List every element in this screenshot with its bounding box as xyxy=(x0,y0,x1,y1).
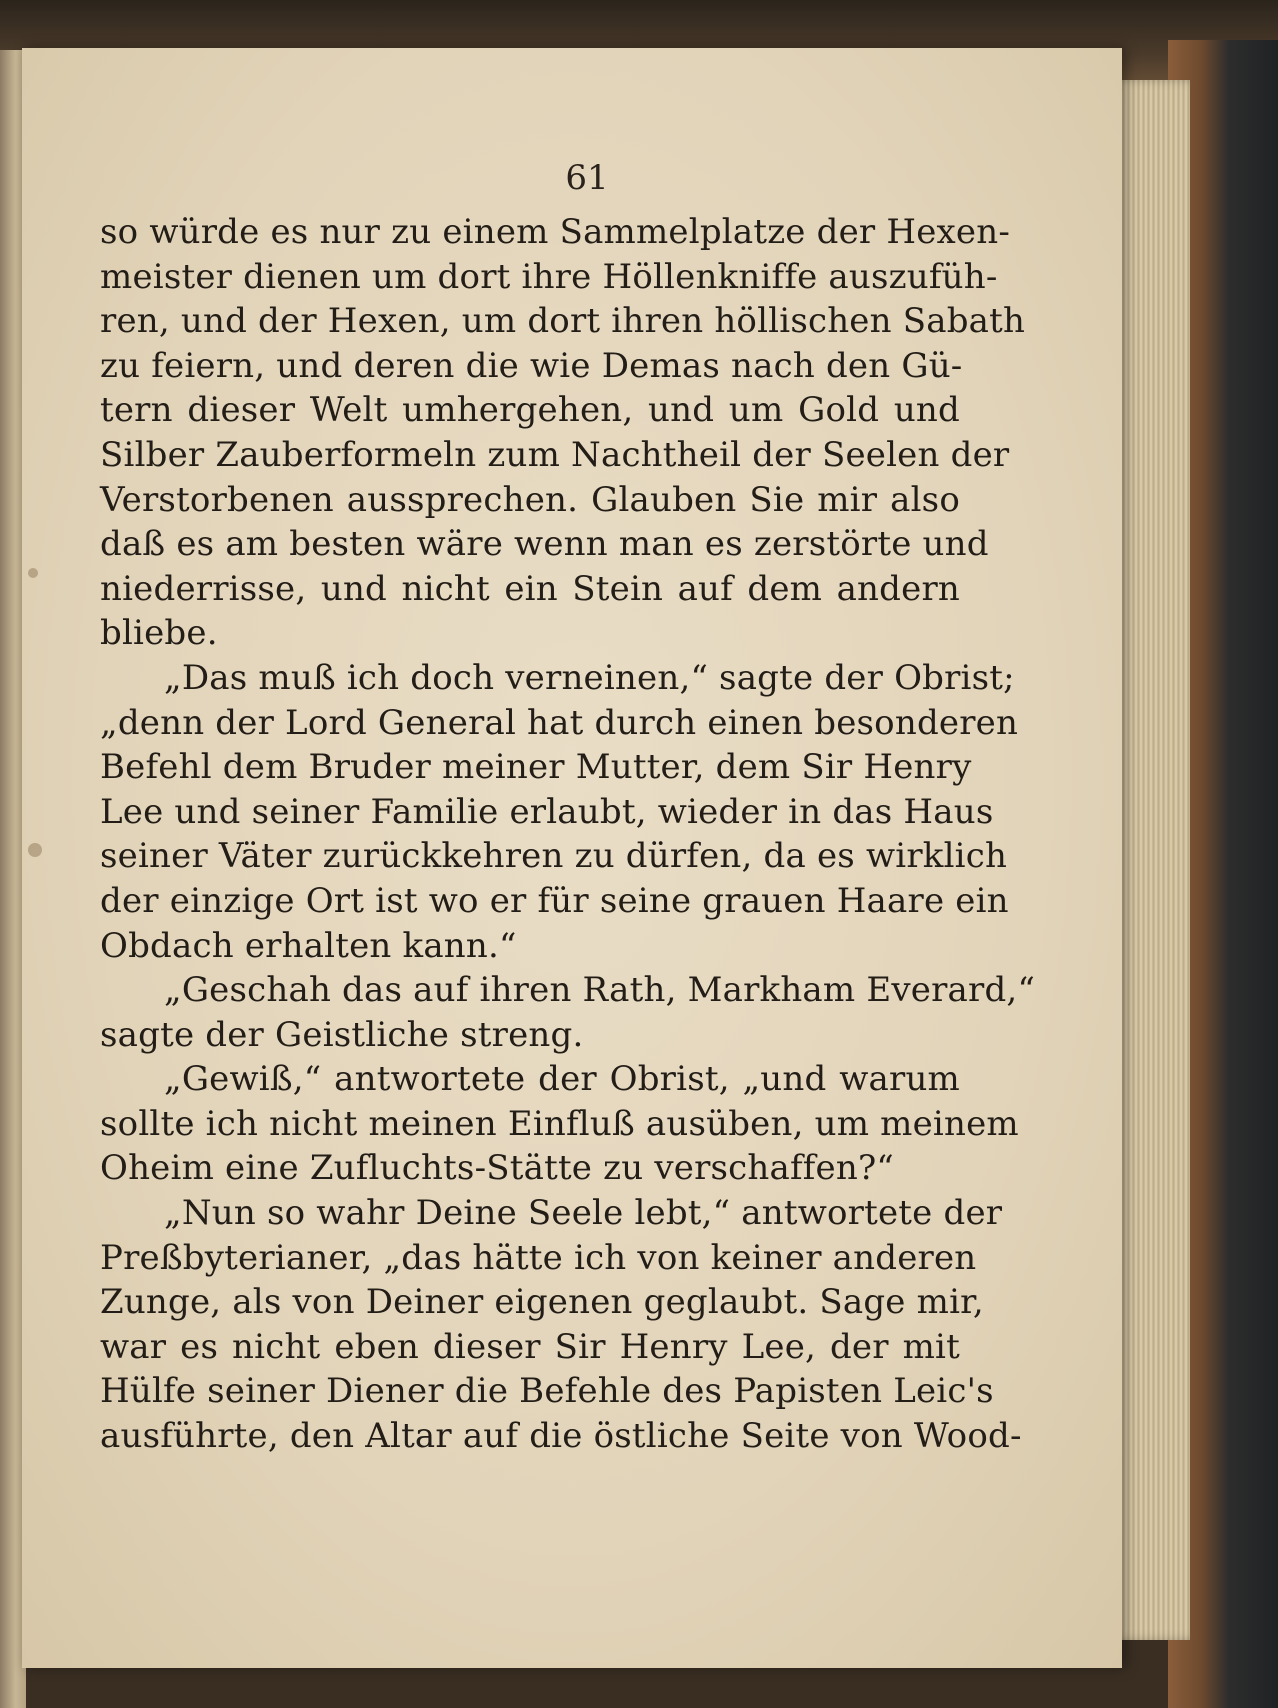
text-line: Zunge, als von Deiner eigenen geglaubt. Sage mir, xyxy=(100,1282,984,1323)
text-line: „Das muß ich doch verneinen,“ sagte der Obrist; xyxy=(164,657,1015,698)
text-line: „denn der Lord General hat durch einen besonderen xyxy=(100,702,1019,743)
text-line: daß es am besten wäre wenn man es zerstörte und xyxy=(100,524,989,565)
text-line: der einzige Ort ist wo er für seine grauen Haare ein xyxy=(100,880,1009,921)
text-line: „Geschah das auf ihren Rath, Markham Everard,“ xyxy=(164,970,1036,1011)
paper-stain xyxy=(28,843,42,857)
text-line: tern dieser Welt umhergehen, und um Gold und xyxy=(100,390,960,431)
text-line: ren, und der Hexen, um dort ihren höllischen Sabath xyxy=(100,301,1026,342)
text-line: ausführte, den Altar auf die östliche Seite von Wood- xyxy=(100,1416,1022,1457)
text-line: Befehl dem Bruder meiner Mutter, dem Sir Henry xyxy=(100,747,972,788)
text-line: Silber Zauberformeln zum Nachtheil der Seelen der xyxy=(100,434,1010,475)
page-edges xyxy=(1110,80,1190,1640)
text-line: niederrisse, und nicht ein Stein auf dem andern xyxy=(100,568,960,609)
text-line: bliebe. xyxy=(100,613,218,654)
text-line: Oheim eine Zufluchts-Stätte zu verschaffen?“ xyxy=(100,1148,894,1189)
paper-stain xyxy=(28,568,38,578)
text-line: sagte der Geistliche streng. xyxy=(100,1014,584,1055)
text-line: Verstorbenen aussprechen. Glauben Sie mir also xyxy=(100,479,960,520)
text-line: so würde es nur zu einem Sammelplatze der Hexen- xyxy=(100,212,1011,252)
text-line: zu feiern, und deren die wie Demas nach den Gü- xyxy=(100,345,963,386)
book-page xyxy=(22,48,1122,1668)
text-line: meister dienen um dort ihre Höllenkniffe auszufüh- xyxy=(100,256,998,297)
text-line: Lee und seiner Familie erlaubt, wieder in das Haus xyxy=(100,791,994,832)
text-line: Obdach erhalten kann.“ xyxy=(100,925,517,966)
text-line: war es nicht eben dieser Sir Henry Lee, der mit xyxy=(100,1326,960,1367)
text-line: „Nun so wahr Deine Seele lebt,“ antwortete der xyxy=(164,1193,1003,1234)
page-number: 61 xyxy=(565,158,609,198)
page-text xyxy=(100,210,1036,1459)
text-line: sollte ich nicht meinen Einfluß ausüben, um meinem xyxy=(100,1103,1019,1144)
text-line: „Gewiß,“ antwortete der Obrist, „und warum xyxy=(164,1059,960,1100)
text-line: Preßbyterianer, „das hätte ich von keiner anderen xyxy=(100,1237,977,1278)
text-line: seiner Väter zurückkehren zu dürfen, da es wirklich xyxy=(100,836,1008,877)
text-line: Hülfe seiner Diener die Befehle des Papisten Leic's xyxy=(100,1371,994,1412)
